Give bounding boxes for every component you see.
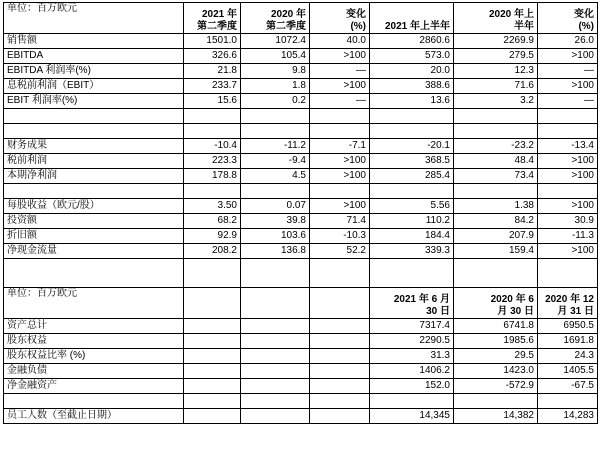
- value-cell: -67.5: [538, 379, 598, 394]
- row-label: 折旧额: [4, 229, 184, 244]
- value-cell: 6741.8: [454, 319, 538, 334]
- value-cell: 1.38: [454, 199, 538, 214]
- value-cell: 285.4: [370, 169, 454, 184]
- value-cell: 13.6: [370, 94, 454, 109]
- value-cell: 48.4: [454, 154, 538, 169]
- col-header-2021-06-30: 2021 年 6 月 30 日: [370, 288, 454, 319]
- value-cell: 7317.4: [370, 319, 454, 334]
- value-cell: 2290.5: [370, 334, 454, 349]
- value-cell: 208.2: [184, 244, 241, 259]
- empty-cell: [184, 364, 241, 379]
- empty-cell: [310, 379, 370, 394]
- value-cell: >100: [538, 49, 598, 64]
- value-cell: 0.2: [241, 94, 310, 109]
- value-cell: 14,382: [454, 409, 538, 424]
- value-cell: 0.07: [241, 199, 310, 214]
- value-cell: >100: [310, 169, 370, 184]
- value-cell: 1501.0: [184, 34, 241, 49]
- row-label: 员工人数（至截止日期）: [4, 409, 184, 424]
- table-row: [4, 229, 598, 244]
- empty-cell: [184, 334, 241, 349]
- col-header-2020-q2: 2020 年 第二季度: [241, 3, 310, 34]
- value-cell: 29.5: [454, 349, 538, 364]
- value-cell: —: [310, 94, 370, 109]
- value-cell: >100: [538, 79, 598, 94]
- table-row: [4, 364, 598, 379]
- col-header-change-q: 变化 (%): [310, 3, 370, 34]
- financial-table-container: [3, 2, 598, 424]
- value-cell: 40.0: [310, 34, 370, 49]
- value-cell: 30.9: [538, 214, 598, 229]
- table-row: [4, 64, 598, 79]
- col-header-2020-06-30: 2020 年 6 月 30 日: [454, 288, 538, 319]
- spacer-row: [4, 124, 598, 139]
- value-cell: 207.9: [454, 229, 538, 244]
- value-cell: 1985.6: [454, 334, 538, 349]
- value-cell: 573.0: [370, 49, 454, 64]
- row-label: 销售额: [4, 34, 184, 49]
- value-cell: -572.9: [454, 379, 538, 394]
- table-row: [4, 154, 598, 169]
- value-cell: -7.1: [310, 139, 370, 154]
- table-row: [4, 379, 598, 394]
- value-cell: 21.8: [184, 64, 241, 79]
- header-row-2: [4, 288, 598, 319]
- value-cell: 5.56: [370, 199, 454, 214]
- value-cell: -11.3: [538, 229, 598, 244]
- unit-label-2: 单位：百万欧元: [4, 288, 184, 319]
- value-cell: 1406.2: [370, 364, 454, 379]
- value-cell: 31.3: [370, 349, 454, 364]
- empty-cell: [241, 319, 310, 334]
- value-cell: 136.8: [241, 244, 310, 259]
- value-cell: >100: [310, 79, 370, 94]
- value-cell: 1405.5: [538, 364, 598, 379]
- empty-cell: [310, 409, 370, 424]
- value-cell: 15.6: [184, 94, 241, 109]
- value-cell: 20.0: [370, 64, 454, 79]
- value-cell: -20.1: [370, 139, 454, 154]
- value-cell: 71.6: [454, 79, 538, 94]
- value-cell: 26.0: [538, 34, 598, 49]
- value-cell: 92.9: [184, 229, 241, 244]
- table-row: [4, 79, 598, 94]
- row-label: EBITDA: [4, 49, 184, 64]
- value-cell: -9.4: [241, 154, 310, 169]
- financial-table: [3, 2, 598, 424]
- col-header-2020-12-31: 2020 年 12 月 31 日: [538, 288, 598, 319]
- table-row: [4, 244, 598, 259]
- value-cell: —: [310, 64, 370, 79]
- value-cell: —: [538, 64, 598, 79]
- row-label: 财务成果: [4, 139, 184, 154]
- value-cell: 24.3: [538, 349, 598, 364]
- row-label: 税前利润: [4, 154, 184, 169]
- value-cell: 71.4: [310, 214, 370, 229]
- value-cell: 184.4: [370, 229, 454, 244]
- value-cell: 2860.6: [370, 34, 454, 49]
- empty-cell: [241, 379, 310, 394]
- value-cell: -10.3: [310, 229, 370, 244]
- value-cell: 9.8: [241, 64, 310, 79]
- value-cell: 12.3: [454, 64, 538, 79]
- table-row: [4, 349, 598, 364]
- value-cell: 103.6: [241, 229, 310, 244]
- row-label: 本期净利润: [4, 169, 184, 184]
- value-cell: 14,345: [370, 409, 454, 424]
- row-label: 股东权益: [4, 334, 184, 349]
- row-label: 净现金流量: [4, 244, 184, 259]
- table-row: [4, 139, 598, 154]
- spacer-row: [4, 109, 598, 124]
- value-cell: >100: [538, 244, 598, 259]
- value-cell: 326.6: [184, 49, 241, 64]
- value-cell: 159.4: [454, 244, 538, 259]
- row-label: 净金融资产: [4, 379, 184, 394]
- empty-cell: [310, 334, 370, 349]
- table-row: [4, 214, 598, 229]
- empty-cell: [184, 379, 241, 394]
- value-cell: 339.3: [370, 244, 454, 259]
- col-header-2021-q2: 2021 年 第二季度: [184, 3, 241, 34]
- col-header-2021-h1: 2021 年上半年: [370, 3, 454, 34]
- value-cell: 6950.5: [538, 319, 598, 334]
- col-header-change-h: 变化 (%): [538, 3, 598, 34]
- row-label: 金融负债: [4, 364, 184, 379]
- row-label: 投资额: [4, 214, 184, 229]
- value-cell: 52.2: [310, 244, 370, 259]
- table-row: [4, 49, 598, 64]
- spacer-row: [4, 259, 598, 288]
- value-cell: >100: [310, 49, 370, 64]
- value-cell: 73.4: [454, 169, 538, 184]
- empty-cell: [241, 364, 310, 379]
- table-row: [4, 94, 598, 109]
- table-row: [4, 409, 598, 424]
- empty-cell: [310, 349, 370, 364]
- row-label: 股东权益比率 (%): [4, 349, 184, 364]
- unit-label: 单位：百万欧元: [4, 3, 184, 34]
- empty-cell: [310, 319, 370, 334]
- value-cell: 105.4: [241, 49, 310, 64]
- table-row: [4, 334, 598, 349]
- value-cell: 84.2: [454, 214, 538, 229]
- value-cell: 368.5: [370, 154, 454, 169]
- value-cell: 279.5: [454, 49, 538, 64]
- value-cell: 388.6: [370, 79, 454, 94]
- empty-cell: [310, 364, 370, 379]
- value-cell: 110.2: [370, 214, 454, 229]
- row-label: EBIT 利润率(%): [4, 94, 184, 109]
- value-cell: 68.2: [184, 214, 241, 229]
- spacer-row: [4, 394, 598, 409]
- value-cell: 152.0: [370, 379, 454, 394]
- value-cell: 39.8: [241, 214, 310, 229]
- value-cell: 1072.4: [241, 34, 310, 49]
- table-row: [4, 319, 598, 334]
- value-cell: 178.8: [184, 169, 241, 184]
- value-cell: 4.5: [241, 169, 310, 184]
- empty-cell: [184, 349, 241, 364]
- value-cell: 1423.0: [454, 364, 538, 379]
- spacer-row: [4, 184, 598, 199]
- value-cell: 3.50: [184, 199, 241, 214]
- empty-cell: [241, 409, 310, 424]
- value-cell: >100: [310, 154, 370, 169]
- value-cell: -10.4: [184, 139, 241, 154]
- row-label: 每股收益（欧元/股）: [4, 199, 184, 214]
- value-cell: >100: [310, 199, 370, 214]
- value-cell: -13.4: [538, 139, 598, 154]
- table-row: [4, 34, 598, 49]
- value-cell: -23.2: [454, 139, 538, 154]
- value-cell: 2269.9: [454, 34, 538, 49]
- value-cell: 233.7: [184, 79, 241, 94]
- value-cell: >100: [538, 154, 598, 169]
- table-row: [4, 169, 598, 184]
- value-cell: 14,283: [538, 409, 598, 424]
- value-cell: >100: [538, 169, 598, 184]
- value-cell: 223.3: [184, 154, 241, 169]
- value-cell: >100: [538, 199, 598, 214]
- value-cell: -11.2: [241, 139, 310, 154]
- empty-cell: [184, 319, 241, 334]
- row-label: 资产总计: [4, 319, 184, 334]
- empty-cell: [241, 334, 310, 349]
- empty-cell: [241, 349, 310, 364]
- row-label: EBITDA 利润率(%): [4, 64, 184, 79]
- empty-cell: [184, 409, 241, 424]
- value-cell: —: [538, 94, 598, 109]
- row-label: 息税前利润（EBIT）: [4, 79, 184, 94]
- table-row: [4, 199, 598, 214]
- value-cell: 1.8: [241, 79, 310, 94]
- header-row: [4, 3, 598, 34]
- value-cell: 3.2: [454, 94, 538, 109]
- value-cell: 1691.8: [538, 334, 598, 349]
- col-header-2020-h1: 2020 年上 半年: [454, 3, 538, 34]
